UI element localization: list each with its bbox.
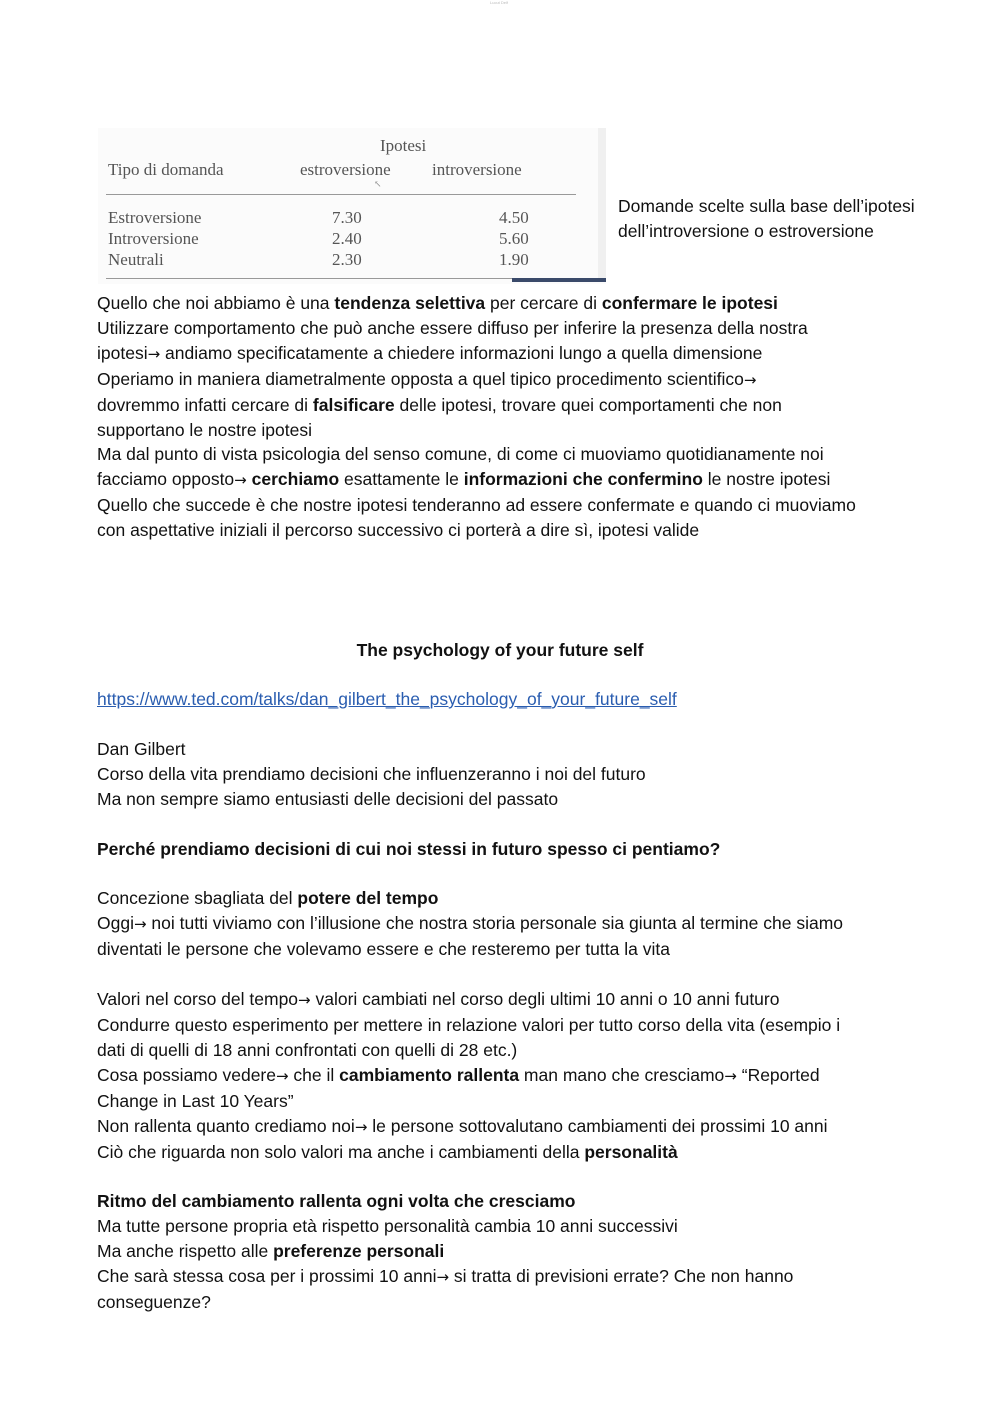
paragraph-line: Change in Last 10 Years” bbox=[97, 1090, 294, 1111]
section-heading: Ritmo del cambiamento rallenta ogni volta che cresciamo bbox=[97, 1191, 576, 1212]
paragraph-line: Cosa possiamo vedere→ che il cambiamento rallenta man mano che cresciamo→ “Reported bbox=[97, 1064, 820, 1085]
ted-talk-link[interactable]: https://www.ted.com/talks/dan_gilbert_the_psychology_of_your_future_self bbox=[97, 689, 677, 709]
image-corner-mark bbox=[512, 278, 606, 282]
paragraph-line: Condurre questo esperimento per mettere in relazione valori per tutto corso della vita (esempio i bbox=[97, 1014, 841, 1035]
arrow-icon: → bbox=[234, 471, 247, 490]
paragraph-line: Quello che noi abbiamo è una tendenza selettiva per cercare di confermare le ipotesi bbox=[97, 293, 778, 313]
paragraph-line: Ma tutte persone propria età rispetto personalità cambia 10 anni successivi bbox=[97, 1216, 678, 1237]
paragraph-line: Utilizzare comportamento che può anche essere diffuso per inferire la presenza della nostra bbox=[97, 317, 808, 338]
arrow-icon: → bbox=[743, 370, 757, 389]
blank-line bbox=[97, 962, 917, 987]
paragraph-line: Non rallenta quanto crediamo noi→ le persone sottovalutano cambiamenti dei prossimi 10 anni bbox=[97, 1115, 828, 1136]
arrow-icon: → bbox=[133, 915, 147, 934]
table-col2-header: introversione bbox=[432, 160, 522, 179]
cursor-icon: ↖ bbox=[374, 179, 382, 189]
paragraph-line: Quello che succede è che nostre ipotesi tenderanno ad essere confermate e quando ci muoviamo bbox=[97, 495, 856, 516]
paragraph-line: Valori nel corso del tempo→ valori cambiati nel corso degli ultimi 10 anni o 10 anni futuro bbox=[97, 989, 780, 1010]
table-caption: Domande scelte sulla base dell’ipotesi dell’introversione o estroversione bbox=[618, 196, 915, 241]
paragraph-line: Che sarà stessa cosa per i prossimi 10 anni→ si tratta di previsioni errate? Che non hanno bbox=[97, 1266, 794, 1287]
paragraph-line: Ma non sempre siamo entusiasti delle decisioni del passato bbox=[97, 788, 559, 809]
paragraph-line: facciamo opposto→ cerchiamo esattamente le informazioni che confermino le nostre ipotesi bbox=[97, 469, 831, 490]
blank-line bbox=[97, 812, 917, 837]
section-2 bbox=[97, 737, 917, 1315]
paragraph-line: Concezione sbagliata del potere del tempo bbox=[97, 888, 439, 909]
paragraph-line: Ma anche rispetto alle preferenze personali bbox=[97, 1241, 445, 1262]
table-cell: 4.50 bbox=[499, 208, 529, 227]
question-heading: Perché prendiamo decisioni di cui noi stessi in futuro spesso ci pentiamo? bbox=[97, 838, 721, 859]
table-rule bbox=[106, 194, 576, 195]
paragraph-line: Operiamo in maniera diametralmente opposta a quel tipico procedimento scientifico→ bbox=[97, 368, 757, 389]
paragraph-line: Corso della vita prendiamo decisioni che influenzeranno i noi del futuro bbox=[97, 763, 646, 784]
table-col1-header: estroversione bbox=[300, 160, 391, 179]
section-1 bbox=[97, 291, 917, 543]
image-edge bbox=[598, 128, 606, 278]
paragraph-line: Ciò che riguarda non solo valori ma anche i cambiamenti della personalità bbox=[97, 1141, 678, 1162]
arrow-icon: → bbox=[275, 1066, 289, 1085]
table-rule-bottom bbox=[106, 278, 512, 279]
paragraph-line: diventati le persone che volevamo essere e che resteremo per tutta la vita bbox=[97, 939, 670, 960]
arrow-icon: → bbox=[436, 1268, 450, 1287]
paragraph-line: supportano le nostre ipotesi bbox=[97, 419, 312, 440]
paragraph-line: ipotesi→ andiamo specificatamente a chiedere informazioni lungo a quella dimensione bbox=[97, 342, 763, 363]
blank-line bbox=[97, 862, 917, 887]
table-row-label: Estroversione bbox=[108, 208, 202, 227]
top-mark: Lucut Delf bbox=[490, 0, 509, 5]
paragraph-line: conseguenze? bbox=[97, 1291, 211, 1312]
table-cell: 1.90 bbox=[499, 250, 529, 269]
table-row-label: Introversione bbox=[108, 229, 199, 248]
table-col0-header: Tipo di domanda bbox=[108, 160, 224, 179]
paragraph-line: dati di quelli di 18 anni confrontati con quelli di 28 etc.) bbox=[97, 1039, 518, 1060]
paragraph-line: dovremmo infatti cercare di falsificare delle ipotesi, trovare quei comportamenti che non bbox=[97, 394, 782, 415]
table-cell: 2.30 bbox=[332, 250, 362, 269]
paragraph-line: Ma dal punto di vista psicologia del senso comune, di come ci muoviamo quotidianamente noi bbox=[97, 444, 824, 465]
paragraph-line: con aspettative iniziali il percorso successivo ci porterà a dire sì, ipotesi valide bbox=[97, 520, 700, 541]
arrow-icon: → bbox=[298, 991, 311, 1010]
results-table-image bbox=[98, 128, 606, 284]
arrow-icon: → bbox=[147, 344, 161, 363]
table-cell: 7.30 bbox=[332, 208, 362, 227]
page-title: The psychology of your future self bbox=[356, 640, 644, 660]
table-cell: 5.60 bbox=[499, 229, 529, 248]
paragraph-line: Oggi→ noi tutti viviamo con l’illusione che nostra storia personale sia giunta al termine che siamo bbox=[97, 913, 844, 934]
arrow-icon: → bbox=[724, 1066, 737, 1085]
table-row-label: Neutrali bbox=[108, 250, 164, 269]
arrow-icon: → bbox=[354, 1117, 368, 1136]
paragraph-line: Dan Gilbert bbox=[97, 739, 186, 759]
table-cell: 2.40 bbox=[332, 229, 362, 248]
blank-line bbox=[97, 1164, 917, 1189]
table-header-group: Ipotesi bbox=[380, 136, 427, 155]
